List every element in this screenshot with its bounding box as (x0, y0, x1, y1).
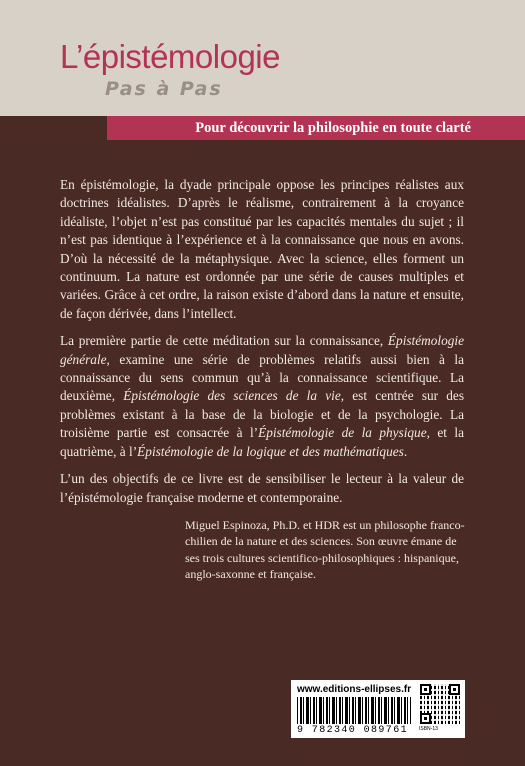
book-title: L’épistémologie (60, 38, 280, 75)
blurb-paragraph-1: En épistémologie, la dyade principale oppose les principes réalistes aux doctrines idéalistes. D’après le réalisme, contrairement à la croyance idéaliste, l’objet n’est pas constitué par les capacités mentales du sujet ; il n’est pas identique à l’expérience et à la connaissance que nous en avons. D’où la nécessité de la métaphysique. Avec la science, elles forment un continuum. La nature est ordonnée par une série de causes multiples et variées. Grâce à cet ordre, la raison existe d’abord dans la nature et ensuite, de façon dérivée, dans l’intellect. (60, 177, 464, 321)
blurb-text: , examine une série de problèmes relatifs aussi bien à la connaissance du sens commun qu’à la connaissance scientifique. La deuxième, (60, 351, 464, 404)
part-title-physics: Épistémologie de la physique (258, 425, 427, 441)
tagline-text: Pour découvrir la philosophie en toute clarté (195, 120, 471, 136)
qr-code (420, 684, 460, 724)
author-bio: Miguel Espinoza, Ph.D. et HDR est un philosophe franco-chilien de la nature et des sciences. Son œuvre émane de ses trois cultures scientifico-philosophiques : hispanique, anglo-saxonne et française. (185, 518, 465, 581)
blurb (60, 176, 464, 516)
qr-caption: ISBN-13 (419, 726, 438, 732)
blurb-text: , et la quatrième, à l’ (60, 425, 464, 459)
blurb-paragraph-3: L’un des objectifs de ce livre est de sensibiliser le lecteur à la valeur de l’épistémologie française moderne et contemporaine. (60, 471, 464, 505)
barcode-panel (291, 680, 465, 738)
blurb-text: . (403, 443, 408, 459)
part-title-general: Épistémologie générale (60, 333, 464, 367)
isbn-digits: 9 782340 089761 (297, 725, 409, 736)
qr-finder-bottom-left (420, 713, 431, 724)
blurb-text: La première partie de cette méditation sur la connaissance, (60, 333, 388, 349)
qr-finder-top-left (420, 684, 431, 695)
series-subtitle: Pas à Pas (105, 78, 223, 100)
publisher-website: www.editions-ellipses.fr (297, 684, 412, 695)
tagline-banner (107, 116, 525, 140)
qr-finder-top-right (449, 684, 460, 695)
blurb-text: , est centrée sur des problèmes existant à la base de la biologie et de la psychologie. La troisième partie est consacrée à l’ (60, 388, 464, 441)
part-title-life-sciences: Épistémologie des sciences de la vie (123, 388, 341, 404)
cover-header (0, 0, 525, 116)
part-title-logic-math: Épistémologie de la logique et des mathématiques (137, 443, 404, 459)
blurb-paragraph-2 (60, 332, 464, 461)
isbn-barcode (297, 697, 411, 724)
